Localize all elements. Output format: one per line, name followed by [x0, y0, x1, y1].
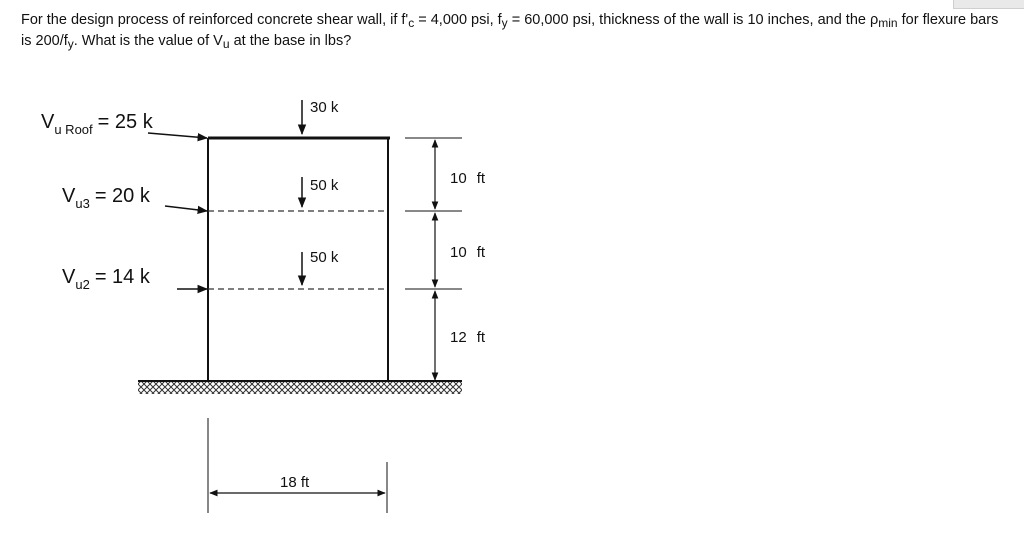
vertical-load-roof: [302, 99, 339, 134]
load-label: $V_{u3} = 20$ k: [62, 185, 150, 211]
question-part: = 4,000 psi, f: [414, 12, 502, 28]
subscript-y: y: [501, 16, 508, 30]
subscript-y: y: [67, 37, 74, 51]
ground-hatch: [138, 382, 462, 394]
height-dimensions: [405, 138, 486, 380]
subscript-min: min: [878, 16, 898, 30]
wall-length-label: 18 ft: [280, 474, 310, 491]
subscript-c: c: [408, 16, 415, 30]
height-label: 10 ft: [450, 170, 486, 187]
ground-support: [138, 381, 462, 394]
load-label: $V_{u Roof} = 25$ k: [41, 111, 153, 137]
width-dimension: [208, 418, 387, 513]
height-label: 10 ft: [450, 244, 486, 261]
load-label: $V_{u2} = 14$ k: [62, 266, 150, 292]
arrow-right-icon: [165, 206, 207, 211]
arrow-right-icon: [148, 133, 207, 138]
lateral-load-level3: [62, 185, 207, 211]
lateral-load-roof: [41, 111, 207, 138]
vertical-load-level2: [302, 249, 339, 285]
question-part: at the base in lbs?: [229, 33, 352, 49]
height-label: 12 ft: [450, 329, 486, 346]
vertical-load-label: 30 k: [310, 99, 339, 116]
question-part: . What is the value of V: [73, 33, 223, 49]
vertical-load-label: 50 k: [310, 249, 339, 266]
subscript-u: u: [222, 37, 230, 51]
question-part: = 60,000 psi, thickness of the wall is 10 inches, and the ρ: [507, 12, 879, 28]
vertical-load-label: 50 k: [310, 177, 339, 194]
question-part: for flexure bars is 200/f: [21, 12, 999, 49]
vertical-load-level3: [302, 177, 339, 207]
question-part: For the design process of reinforced concrete shear wall, if f': [21, 12, 409, 28]
lateral-load-level2: [62, 266, 207, 292]
wall: [208, 138, 390, 381]
